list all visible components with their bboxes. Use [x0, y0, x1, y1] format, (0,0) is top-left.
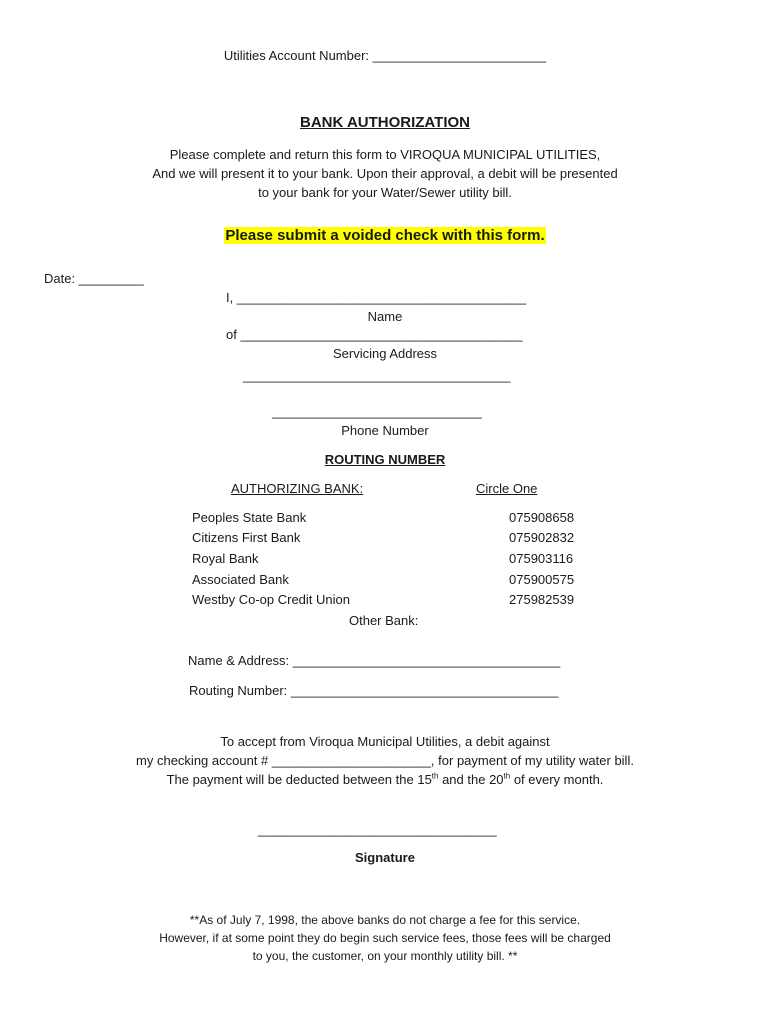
signature-label: Signature [355, 850, 415, 865]
routing-heading: ROUTING NUMBER [324, 452, 446, 467]
intro-line-3: to your bank for your Water/Sewer utility bill. [258, 185, 512, 200]
address-label: Servicing Address [332, 346, 438, 361]
intro-line-1: Please complete and return this form to VIROQUA MUNICIPAL UTILITIES, [169, 147, 601, 162]
routing-number[interactable]: 075900575 [509, 572, 575, 587]
bank-name: Westby Co-op Credit Union [192, 592, 350, 607]
name-address-field[interactable]: Name & Address: _____________________________________ [188, 653, 561, 668]
circle-one-header: Circle One [476, 481, 538, 496]
authorizing-bank-header: AUTHORIZING BANK: [231, 481, 364, 496]
bank-name: Citizens First Bank [192, 530, 301, 545]
phone-label: Phone Number [341, 423, 429, 438]
accept-line-2[interactable]: my checking account # ______________________, for payment of my utility water bill. [136, 753, 634, 768]
routing-number[interactable]: 075902832 [509, 530, 575, 545]
footnote-line-1: **As of July 7, 1998, the above banks do not charge a fee for this service. [189, 913, 581, 927]
bank-name: Associated Bank [192, 572, 289, 587]
accept-line-3-part-c: of every month. [510, 772, 604, 787]
signature-field[interactable]: _________________________________ [258, 822, 497, 837]
name-label: Name [367, 309, 403, 324]
accept-line-3-part-a: The payment will be deducted between the 15 [166, 772, 432, 787]
routing-number-field[interactable]: Routing Number: _____________________________________ [189, 683, 559, 698]
voided-check-notice: Please submit a voided check with this form. [225, 227, 545, 244]
accept-line-3 [0, 772, 770, 787]
routing-number[interactable]: 075908658 [509, 510, 575, 525]
footnote-line-3: to you, the customer, on your monthly utility bill. ** [252, 949, 518, 963]
voided-check-notice-wrap [0, 227, 770, 244]
intro-line-2: And we will present it to your bank. Upon their approval, a debit will be presented [152, 166, 618, 181]
bank-name: Peoples State Bank [192, 510, 307, 525]
footnote-line-2: However, if at some point they do begin such service fees, those fees will be charged [159, 931, 611, 945]
page-title: BANK AUTHORIZATION [300, 114, 470, 131]
routing-number[interactable]: 275982539 [509, 592, 575, 607]
ordinal-suffix: th [431, 771, 439, 781]
address-field[interactable]: of _______________________________________ [226, 327, 523, 342]
account-number-line: Utilities Account Number: ________________________ [223, 48, 547, 63]
accept-line-3-part-b: and the 20 [438, 772, 504, 787]
ordinal-suffix: th [503, 771, 511, 781]
phone-field[interactable]: _____________________________ [272, 404, 482, 419]
name-field[interactable]: I, ________________________________________ [226, 290, 527, 305]
bank-name: Royal Bank [192, 551, 259, 566]
other-bank-label: Other Bank: [349, 613, 419, 628]
address-field-2[interactable]: _____________________________________ [243, 368, 511, 383]
routing-number[interactable]: 075903116 [509, 551, 574, 566]
accept-line-1: To accept from Viroqua Municipal Utilities, a debit against [220, 734, 550, 749]
date-field[interactable]: Date: _________ [44, 271, 144, 286]
